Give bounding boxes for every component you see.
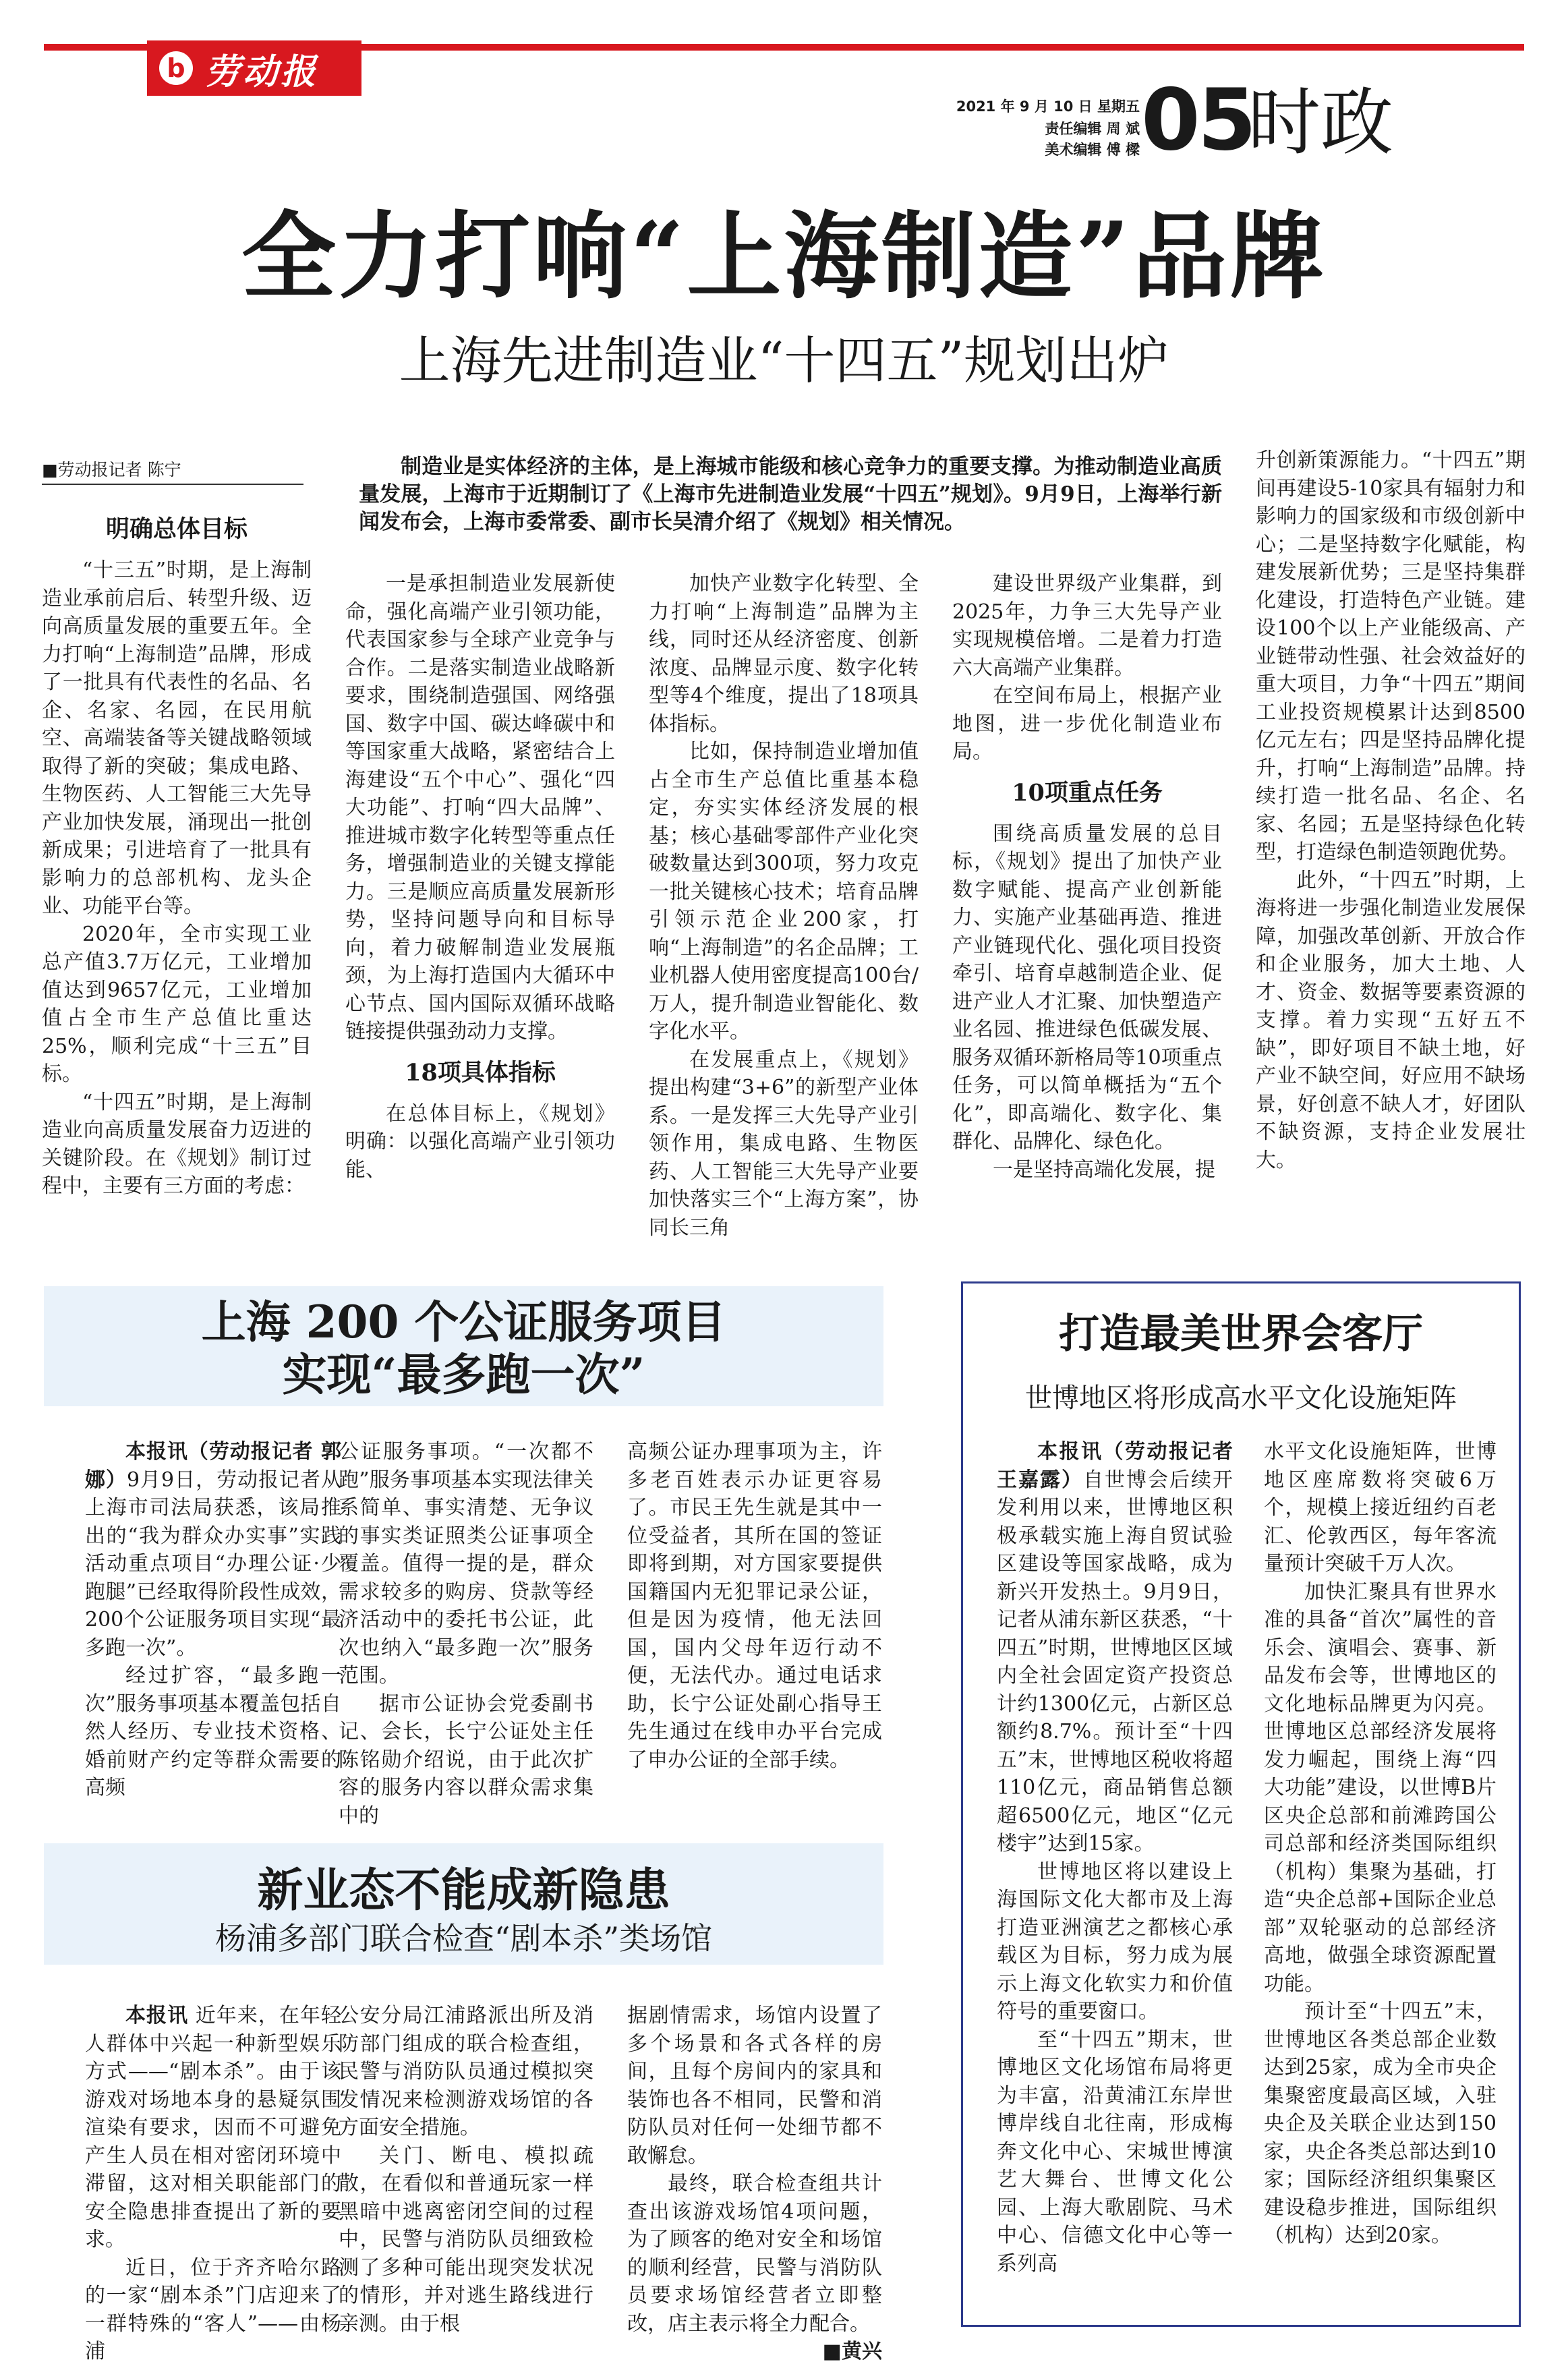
escape-room-headline-box <box>44 1843 883 1965</box>
main-col-2: 一是承担制造业发展新使命，强化高端产业引领功能，代表国家参与全球产业竞争与合作。二是落实制造业战略新要求，围绕制造强国、网络强国、数字中国、碳达峰碳中和等国家重大战略，紧密结合上海建设“五个中心”、强化“四大功能”、打响“四大品牌”、推进城市数字化转型等重点任务，增强制造业的关键支撑能力。三是顺应高质量发展新形势，坚持问题导向和目标导向，着力破解制造业发展瓶颈，为上海打造国内大循环中心节点、国内国际双循环战略链接提供强劲动力支撑。 18项具体指标 在总体目标上，《规划》明确：以强化高端产业引领功能、 <box>345 572 615 1182</box>
expo-headline: 打造最美世界会客厅 <box>1059 1310 1423 1358</box>
subhead-18-indicators: 18项具体指标 <box>405 1058 556 1087</box>
notary-headline-box <box>44 1286 883 1406</box>
main-col-1: 明确总体目标 “十三五”时期，是上海制造业承前启后、转型升级、迈向高质量发展的重要五年。全力打响“上海制造”品牌，形成了一批具有代表性的名品、名企、名家、名园，在民用航空、高端装备等关键战略领域取得了新的突破；集成电路、生物医药、人工智能三大先导产业加快发展，涌现出一批创新成果；引进培育了一批具有影响力的总部机构、龙头企业、功能平台等。 2020年，全市实现工业总产值3.7万亿元，工业增加值达到9657亿元，工业增加值占全市生产总值比重达25%，顺利完成“十三五”目标。 “十四五”时期，是上海制造业向高质量发展奋力迈进的关键阶段。在《规划》制订过程中，主要有三方面的考虑： <box>42 502 312 1177</box>
page-number: 05 <box>1141 70 1254 169</box>
escape-room-headline: 新业态不能成新隐患 <box>257 1864 670 1917</box>
main-subheadline: 上海先进制造业“十四五”规划出炉 <box>399 330 1169 391</box>
expo-col-1: 本报讯（劳动报记者 王嘉露）自世博会后续开发利用以来，世博地区积极承载实施上海自贸试验区建设等国家战略，成为新兴开发热土。9月9日，记者从浦东新区获悉，“十四五”时期，世博地区区域内全社会固定资产投资总计约1300亿元，占新区总额约8.7%。预计至“十四五”末，世博地区税收将超110亿元，商品销售总额超6500亿元，地区“亿元楼宇”达到15家。 世博地区将以建设上海国际文化大都市及上海打造亚洲演艺之都核心承载区为目标，努力成为展示上海文化软实力和价值符号的重要窗口。 至“十四五”期末，世博地区文化场馆布局将更为丰富，沿黄浦江东岸世博岸线自北往南，形成梅奔文化中心、宋城世博演艺大舞台、世博文化公园、上海大歌剧院、马术中心、信德文化中心等一系列高 <box>997 1440 1233 2276</box>
escape-room-signoff: ■黄兴 <box>822 2340 882 2363</box>
notary-col-1: 本报讯（劳动报记者 郭娜）9月9日，劳动报记者从上海市司法局获悉，该局推出的“我为群众办实事”实践活动重点项目“办理公证·少跑腿”已经取得阶段性成效，200个公证服务项目实现“最多跑一次”。 经过扩容，“最多跑一次”服务事项基本覆盖包括自然人经历、专业技术资格、婚前财产约定等群众需要的高频 <box>85 1440 341 1799</box>
main-col-4: 建设世界级产业集群，到2025年，力争三大先导产业实现规模倍增。二是着力打造六大高端产业集群。 在空间布局上，根据产业地图，进一步优化制造业布局。 10项重点任务 围绕高质量发展的总目标，《规划》提出了加快产业数字赋能、提高产业创新能力、实施产业基础再造、推进产业链现代化、强化项目投资牵引、培育卓越制造企业、促进产业人才汇聚、加快塑造产业名园、推进绿色低碳发展、服务双循环新格局等10项重点任务，可以简单概括为“五个化”，即高端化、数字化、集群化、品牌化、绿色化。 一是坚持高端化发展，提 <box>952 572 1222 1182</box>
editor-line: 责任编辑 周 斌 <box>1045 121 1140 137</box>
subhead-goals: 明确总体目标 <box>105 515 248 543</box>
escape-room-subheadline: 杨浦多部门联合检查“剧本杀”类场馆 <box>214 1920 713 1957</box>
date-line: 2021 年 9 月 10 日 星期五 <box>956 98 1140 115</box>
notary-col-3: 高频公证办理事项为主，许多老百姓表示办证更容易了。市民王先生就是其中一位受益者，其所在国的签证即将到期，对方国家要提供国籍国内无犯罪记录公证，但是因为疫情，他无法回国，国内父母年迈行动不便，无法代办。通过电话求助，长宁公证处副心指导王先生通过在线申办平台完成了申办公证的全部手续。 <box>627 1440 882 1772</box>
main-byline: ■劳动报记者 陈宁 <box>42 457 303 485</box>
main-col-3: 加快产业数字化转型、全力打响“上海制造”品牌为主线，同时还从经济密度、创新浓度、品牌显示度、数字化转型等4个维度，提出了18项具体指标。 比如，保持制造业增加值占全市生产总值比重基本稳定，夯实实体经济发展的根基；核心基础零部件产业化突破数量达到300项，努力攻克一批关键核心技术；培育品牌引领示范企业200家，打响“上海制造”的名企品牌；工业机器人使用密度提高100台/万人，提升制造业智能化、数字化水平。 在发展重点上，《规划》提出构建“3+6”的新型产业体系。一是发挥三大先导产业引领作用，集成电路、生物医药、人工智能三大先导产业要加快落实三个“上海方案”，协同长三角 <box>649 572 919 1240</box>
art-editor-line: 美术编辑 傅 樑 <box>1045 142 1140 158</box>
subhead-10-tasks: 10项重点任务 <box>1012 778 1163 807</box>
logo-mark-icon: b <box>159 51 193 85</box>
main-headline: 全力打响“上海制造”品牌 <box>241 202 1327 312</box>
section-name: 时政 <box>1248 81 1394 165</box>
masthead-logo <box>147 40 361 96</box>
logo-text: 劳动报 <box>205 51 319 92</box>
expo-col-2: 水平文化设施矩阵，世博地区座席数将突破6万个，规模上接近纽约百老汇、伦敦西区，每年客流量预计突破千万人次。 加快汇聚具有世界水准的具备“首次”属性的音乐会、演唱会、赛事、新品发布会等，世博地区的文化地标品牌更为闪亮。世博地区总部经济发展将发力崛起，围绕上海“四大功能”建设，以世博B片区央企总部和前滩跨国公司总部和经济类国际组织（机构）集聚为基础，打造“央企总部+国际企业总部”双轮驱动的总部经济高地，做强全球资源配置功能。 预计至“十四五”末，世博地区各类总部企业数达到25家，成为全市央企集聚密度最高区域，入驻央企及关联企业达到150家，央企各类总部达到10家；国际经济组织集聚区建设稳步推进，国际组织（机构）达到20家。 <box>1264 1440 1497 2247</box>
notary-headline-line2: 实现“最多跑一次” <box>282 1348 645 1401</box>
notary-headline-line1: 上海 200 个公证服务项目 <box>201 1296 726 1348</box>
escape-room-col-2: 公安分局江浦路派出所及消防部门组成的联合检查组，民警与消防队员通过模拟突发情况来检测游戏场馆的各方面安全措施。 关门、断电、模拟疏散，在看似和普通玩家一样黑暗中逃离密闭空间的过程中，民警与消防队员细致检测了多种可能出现突发状况的情形，并对逃生路线进行亲测。由于根 <box>339 2004 593 2336</box>
escape-room-col-1: 本报讯 近年来，在年轻人群体中兴起一种新型娱乐方式——“剧本杀”。由于该游戏对场地本身的悬疑氛围渲染有要求，因而不可避免产生人员在相对密闭环境中滞留，这对相关职能部门的安全隐患排查提出了新的要求。 近日，位于齐齐哈尔路的一家“剧本杀”门店迎来了一群特殊的“客人”——由杨浦 <box>85 2004 342 2363</box>
expo-subheadline: 世博地区将形成高水平文化设施矩阵 <box>1025 1383 1457 1414</box>
escape-room-col-3: 据剧情需求，场馆内设置了多个场景和各式各样的房间，且每个房间内的家具和装饰也各不相同，民警和消防队员对任何一处细节都不敢懈怠。 最终，联合检查组共计查出该游戏场馆4项问题，为了顾客的绝对安全和场馆的顺利经营，民警与消防队员要求场馆经营者立即整改，店主表示将全力配合。 ■黄兴 <box>627 2002 882 2319</box>
main-col-5: 升创新策源能力。“十四五”期间再建设5-10家具有辐射力和影响力的国家级和市级创新中心；二是坚持数字化赋能，构建发展新优势；三是坚持集群化建设，打造特色产业链。建设100个以上产业能级高、产业链带动性强、社会效益好的重大项目，力争“十四五”期间工业投资规模累计达到8500亿元左右；四是坚持品牌化提升，打响“上海制造”品牌。持续打造一批名品、名企、名家、名园；五是坚持绿色化转型，打造绿色制造领跑优势。 此外，“十四五”时期，上海将进一步强化制造业发展保障，加强改革创新、开放合作和企业服务，加大土地、人才、资金、数据等要素资源的支撑。着力实现“五好五不缺”，即好项目不缺土地，好产业不缺空间，好应用不缺场景，好创意不缺人才，好团队不缺资源，支持企业发展壮大。 <box>1256 449 1526 1172</box>
main-lead: 制造业是实体经济的主体，是上海城市能级和核心竞争力的重要支撑。为推动制造业高质量发展，上海市于近期制订了《上海市先进制造业发展“十四五”规划》。9月9日，上海举行新闻发布会，上海市委常委、副市长吴清介绍了《规划》相关情况。 <box>359 455 1222 534</box>
notary-col-2: 公证服务事项。“一次都不跑”服务事项基本实现法律关系简单、事实清楚、无争议的事实类证照类公证事项全覆盖。值得一提的是，群众需求较多的购房、贷款等经济活动中的委托书公证，此次也纳入“最多跑一次”服务范围。 据市公证协会党委副书记、会长，长宁公证处主任陈铭勋介绍说，由于此次扩容的服务内容以群众需求集中的 <box>339 1440 593 1828</box>
